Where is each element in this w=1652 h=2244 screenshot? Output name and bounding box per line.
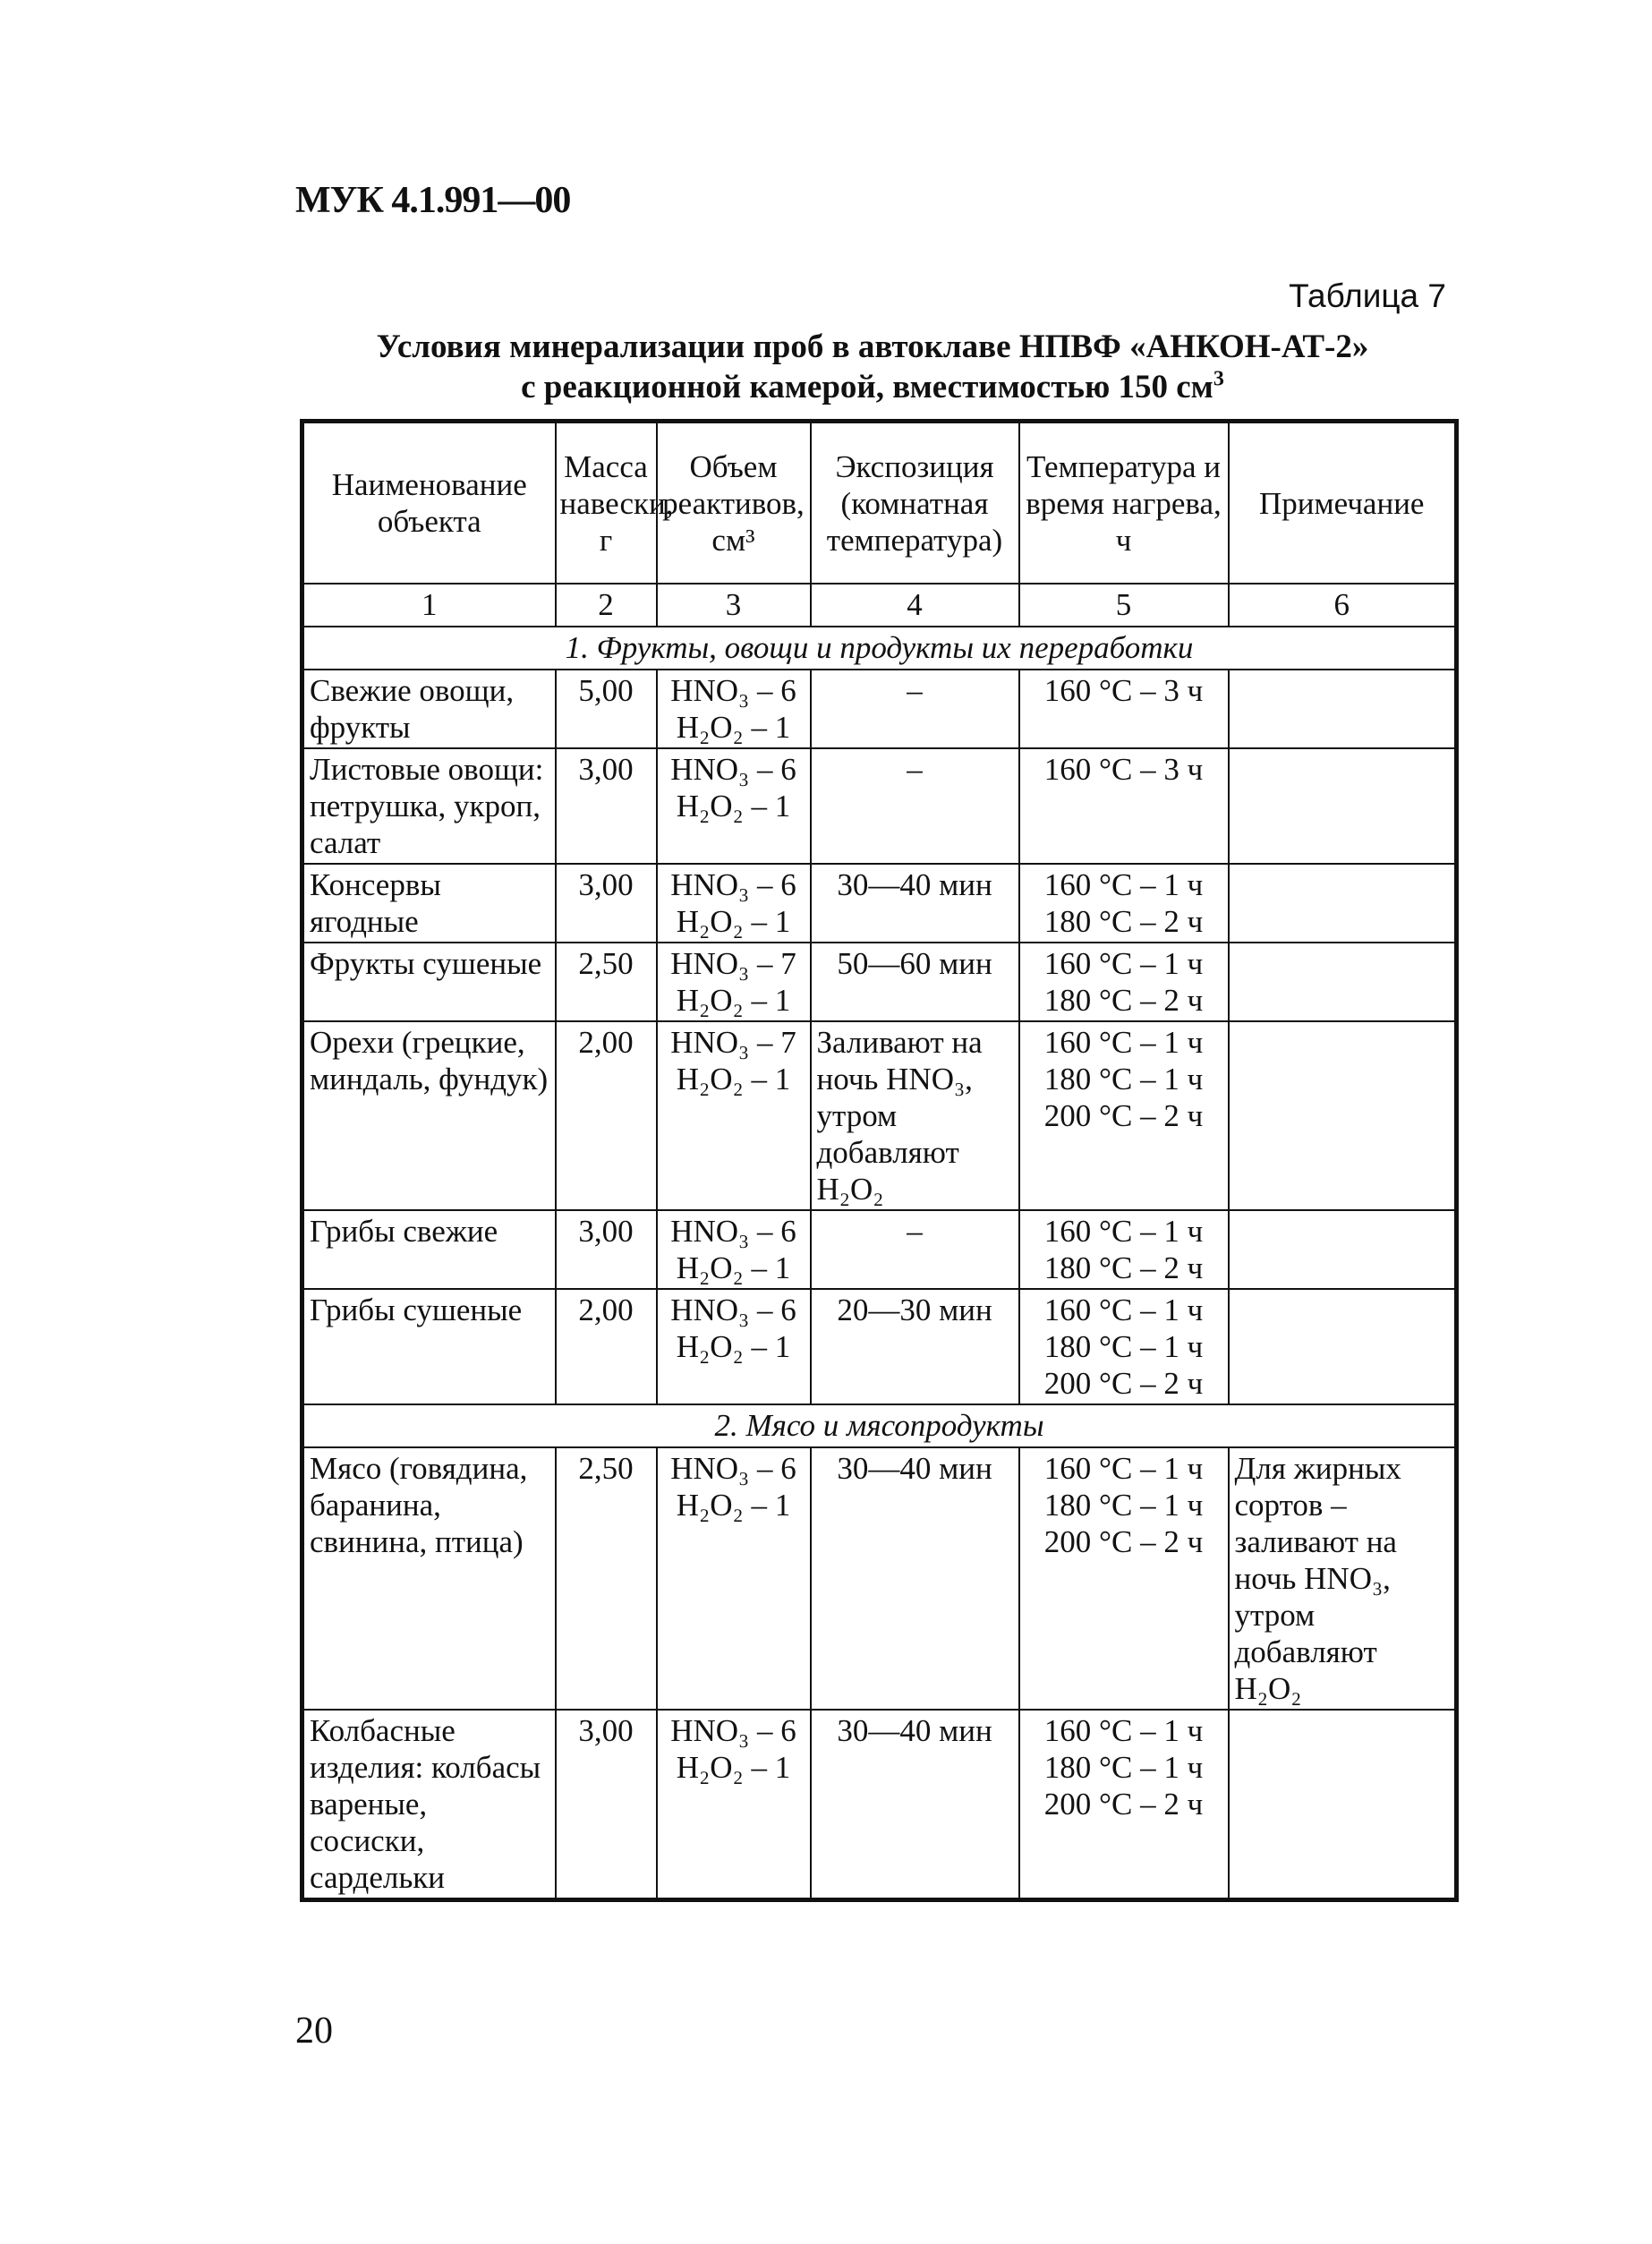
reagent-line: HNO₃ – 6	[670, 867, 796, 902]
column-number: 1	[302, 584, 556, 627]
column-header: Объем реактивов, см³	[657, 422, 811, 584]
reagent-line: HNO₃ – 6	[670, 673, 796, 708]
column-number: 6	[1229, 584, 1457, 627]
note-cell	[1229, 670, 1457, 748]
title-superscript: 3	[1213, 367, 1224, 391]
temperature-line: 200 °С – 2 ч	[1043, 1787, 1204, 1822]
reagent-line: H₂O₂ – 1	[676, 1488, 791, 1523]
reagents-cell	[657, 943, 811, 1021]
column-header: Наименование объекта	[302, 422, 556, 584]
reagents-cell	[657, 1289, 811, 1404]
column-header: Температура и время нагрева, ч	[1019, 422, 1229, 584]
exposure-cell: Заливают на ночь HNO₃, утром добавляют H₂O₂	[811, 1021, 1019, 1210]
temperature-line: 180 °С – 1 ч	[1043, 1488, 1204, 1523]
temperature-cell	[1019, 943, 1229, 1021]
section-title: 1. Фрукты, овощи и продукты их переработки	[302, 627, 1457, 670]
mass-cell: 2,00	[556, 1021, 657, 1210]
reagent-line: H₂O₂ – 1	[676, 710, 791, 745]
column-number: 3	[657, 584, 811, 627]
table-row	[302, 1447, 1457, 1710]
table-title-line2-text: с реакционной камерой, вместимостью 150 см	[521, 369, 1213, 405]
exposure-cell: 30—40 мин	[811, 1710, 1019, 1900]
note-cell	[1229, 1710, 1457, 1900]
reagent-line: H₂O₂ – 1	[676, 789, 791, 823]
reagents-cell	[657, 1021, 811, 1210]
temperature-cell	[1019, 1289, 1229, 1404]
reagents-cell	[657, 1710, 811, 1900]
reagents-cell	[657, 748, 811, 864]
column-number: 2	[556, 584, 657, 627]
temperature-line: 200 °С – 2 ч	[1043, 1366, 1204, 1401]
reagent-line: H₂O₂ – 1	[676, 1250, 791, 1285]
temperature-line: 160 °С – 1 ч	[1043, 1451, 1204, 1486]
section-row	[302, 627, 1457, 670]
object-name-cell: Орехи (грецкие, миндаль, фундук)	[302, 1021, 556, 1210]
note-cell	[1229, 864, 1457, 943]
temperature-cell	[1019, 1447, 1229, 1710]
reagent-line: HNO₃ – 6	[670, 752, 796, 787]
temperature-line: 180 °С – 2 ч	[1043, 983, 1204, 1018]
reagent-line: H₂O₂ – 1	[676, 983, 791, 1018]
temperature-line: 180 °С – 1 ч	[1043, 1750, 1204, 1785]
exposure-cell: –	[811, 670, 1019, 748]
temperature-line: 200 °С – 2 ч	[1043, 1098, 1204, 1133]
temperature-line: 160 °С – 3 ч	[1043, 673, 1204, 708]
object-name-cell: Мясо (говядина, баранина, свинина, птица)	[302, 1447, 556, 1710]
temperature-line: 180 °С – 1 ч	[1043, 1329, 1204, 1364]
table-row	[302, 670, 1457, 748]
temperature-line: 160 °С – 1 ч	[1043, 1025, 1204, 1060]
temperature-line: 160 °С – 1 ч	[1043, 1214, 1204, 1249]
mass-cell: 2,00	[556, 1289, 657, 1404]
object-name-cell: Фрукты сушеные	[302, 943, 556, 1021]
table-title	[295, 327, 1450, 407]
mass-cell: 3,00	[556, 1710, 657, 1900]
temperature-line: 200 °С – 2 ч	[1043, 1524, 1204, 1559]
mass-cell: 5,00	[556, 670, 657, 748]
reagent-line: H₂O₂ – 1	[676, 1750, 791, 1785]
mass-cell: 3,00	[556, 864, 657, 943]
table-row	[302, 1710, 1457, 1900]
temperature-line: 160 °С – 3 ч	[1043, 752, 1204, 787]
reagent-line: HNO₃ – 6	[670, 1451, 796, 1486]
column-header: Примечание	[1229, 422, 1457, 584]
reagent-line: HNO₃ – 6	[670, 1713, 796, 1748]
section-row	[302, 1404, 1457, 1447]
mass-cell: 2,50	[556, 943, 657, 1021]
temperature-line: 180 °С – 2 ч	[1043, 904, 1204, 939]
object-name-cell: Листовые овощи: петрушка, укроп, салат	[302, 748, 556, 864]
note-cell	[1229, 1021, 1457, 1210]
reagent-line: HNO₃ – 6	[670, 1293, 796, 1327]
reagent-line: HNO₃ – 7	[670, 946, 796, 981]
temperature-cell	[1019, 670, 1229, 748]
temperature-cell	[1019, 1021, 1229, 1210]
exposure-cell: 30—40 мин	[811, 864, 1019, 943]
temperature-line: 160 °С – 1 ч	[1043, 1713, 1204, 1748]
note-cell: Для жирных сортов – заливают на ночь HNO₃, утром добавляют H₂O₂	[1229, 1447, 1457, 1710]
exposure-cell: –	[811, 1210, 1019, 1289]
mass-cell: 2,50	[556, 1447, 657, 1710]
temperature-line: 180 °С – 1 ч	[1043, 1062, 1204, 1096]
object-name-cell: Грибы сушеные	[302, 1289, 556, 1404]
column-number-row	[302, 584, 1457, 627]
object-name-cell: Свежие овощи, фрукты	[302, 670, 556, 748]
section-title: 2. Мясо и мясопродукты	[302, 1404, 1457, 1447]
table-row	[302, 1210, 1457, 1289]
page-number: 20	[295, 2010, 333, 2052]
table-row	[302, 864, 1457, 943]
table-body	[302, 627, 1457, 1900]
note-cell	[1229, 1210, 1457, 1289]
exposure-cell: 30—40 мин	[811, 1447, 1019, 1710]
table-row	[302, 1289, 1457, 1404]
reagent-line: H₂O₂ – 1	[676, 904, 791, 939]
reagent-line: H₂O₂ – 1	[676, 1062, 791, 1096]
exposure-cell: 20—30 мин	[811, 1289, 1019, 1404]
note-cell	[1229, 1289, 1457, 1404]
temperature-cell	[1019, 864, 1229, 943]
column-number: 5	[1019, 584, 1229, 627]
column-header: Экспозиция (комнатная температура)	[811, 422, 1019, 584]
reagent-line: HNO₃ – 7	[670, 1025, 796, 1060]
conditions-table	[300, 419, 1459, 1902]
table-title-line2	[295, 367, 1450, 407]
document-code: МУК 4.1.991—00	[295, 180, 571, 221]
mass-cell: 3,00	[556, 748, 657, 864]
object-name-cell: Грибы свежие	[302, 1210, 556, 1289]
reagent-line: H₂O₂ – 1	[676, 1329, 791, 1364]
table-number-label: Таблица 7	[1289, 277, 1446, 314]
object-name-cell: Консервы ягодные	[302, 864, 556, 943]
temperature-line: 160 °С – 1 ч	[1043, 1293, 1204, 1327]
header-row	[302, 422, 1457, 584]
reagent-line: HNO₃ – 6	[670, 1214, 796, 1249]
column-header: Масса навески, г	[556, 422, 657, 584]
reagents-cell	[657, 670, 811, 748]
table-row	[302, 748, 1457, 864]
temperature-line: 160 °С – 1 ч	[1043, 946, 1204, 981]
column-number: 4	[811, 584, 1019, 627]
note-cell	[1229, 748, 1457, 864]
temperature-cell	[1019, 748, 1229, 864]
exposure-cell: 50—60 мин	[811, 943, 1019, 1021]
temperature-line: 160 °С – 1 ч	[1043, 867, 1204, 902]
object-name-cell: Колбасные изделия: колбасы вареные, сосиски, сардельки	[302, 1710, 556, 1900]
mass-cell: 3,00	[556, 1210, 657, 1289]
note-cell	[1229, 943, 1457, 1021]
reagents-cell	[657, 1210, 811, 1289]
temperature-cell	[1019, 1710, 1229, 1900]
table-row	[302, 943, 1457, 1021]
temperature-cell	[1019, 1210, 1229, 1289]
reagents-cell	[657, 864, 811, 943]
reagents-cell	[657, 1447, 811, 1710]
table-row	[302, 1021, 1457, 1210]
table-title-line1: Условия минерализации проб в автоклаве НПВФ «АНКОН-АТ-2»	[376, 328, 1369, 365]
temperature-line: 180 °С – 2 ч	[1043, 1250, 1204, 1285]
exposure-cell: –	[811, 748, 1019, 864]
